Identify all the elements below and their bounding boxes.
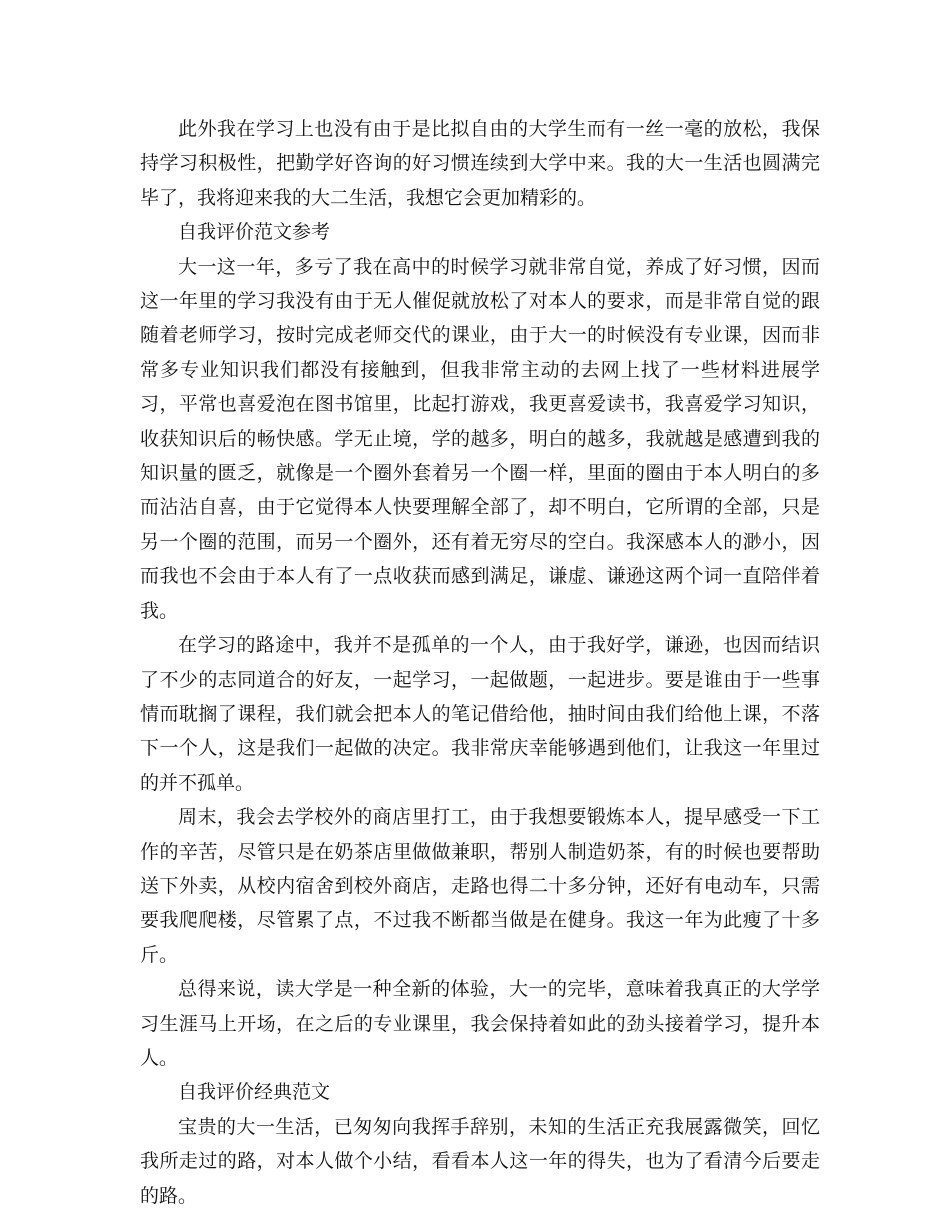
paragraph-weekend-work: 周末，我会去学校外的商店里打工，由于我想要锻炼本人，提早感受一下工作的辛苦，尽管只是在奶茶店里做做兼职，帮别人制造奶茶，有的时候也要帮助送下外卖，从校内宿舍到校外商店，走路也得二十多分钟，还好有电动车，只需要我爬爬楼，尽管累了点，不过我不断都当做是在健身。我这一年为此瘦了十多斤。 bbox=[140, 806, 820, 966]
paragraph-summary: 总得来说，读大学是一种全新的体验，大一的完毕，意味着我真正的大学学习生涯马上开场，在之后的专业课里，我会保持着如此的劲头接着学习，提升本人。 bbox=[140, 978, 820, 1069]
paragraph-friends: 在学习的路途中，我并不是孤单的一个人，由于我好学，谦逊，也因而结识了不少的志同道合的好友，一起学习，一起做题，一起进步。要是谁由于一些事情而耽搁了课程，我们就会把本人的笔记借给他，抽时间由我们给他上课，不落下一个人，这是我们一起做的决定。我非常庆幸能够遇到他们，让我这一年里过的并不孤单。 bbox=[140, 634, 820, 794]
paragraph-first-year-study: 大一这一年，多亏了我在高中的时候学习就非常自觉，养成了好习惯，因而这一年里的学习我没有由于无人催促就放松了对本人的要求，而是非常自觉的跟随着老师学习，按时完成老师交代的课业，由于大一的时候没有专业课，因而非常多专业知识我们都没有接触到，但我非常主动的去网上找了一些材料进展学习，平常也喜爱泡在图书馆里，比起打游戏，我更喜爱读书，我喜爱学习知识，收获知识后的畅快感。学无止境，学的越多，明白的越多，我就越是感遭到我的知识量的匮乏，就像是一个圈外套着另一个圈一样，里面的圈由于本人明白的多而沾沾自喜，由于它觉得本人快要理解全部了，却不明白，它所谓的全部，只是另一个圈的范围，而另一个圈外，还有着无穷尽的空白。我深感本人的渺小，因而我也不会由于本人有了一点收获而感到满足，谦虚、谦逊这两个词一直陪伴着我。 bbox=[140, 255, 820, 622]
paragraph-classic-intro: 宝贵的大一生活，已匆匆向我挥手辞别，未知的生活正充我展露微笑，回忆我所走过的路，对本人做个小结，看看本人这一年的得失，也为了看清今后要走的路。 bbox=[140, 1115, 820, 1207]
section-heading-classic: 自我评价经典范文 bbox=[178, 1081, 331, 1104]
document-page bbox=[140, 112, 820, 1213]
paragraph-intro: 此外我在学习上也没有由于是比拟自由的大学生而有一丝一毫的放松，我保持学习积极性，把勤学好咨询的好习惯连续到大学中来。我的大一生活也圆满完毕了，我将迎来我的大二生活，我想它会更加精彩的。 bbox=[140, 118, 820, 209]
section-heading-reference: 自我评价范文参考 bbox=[178, 221, 331, 244]
